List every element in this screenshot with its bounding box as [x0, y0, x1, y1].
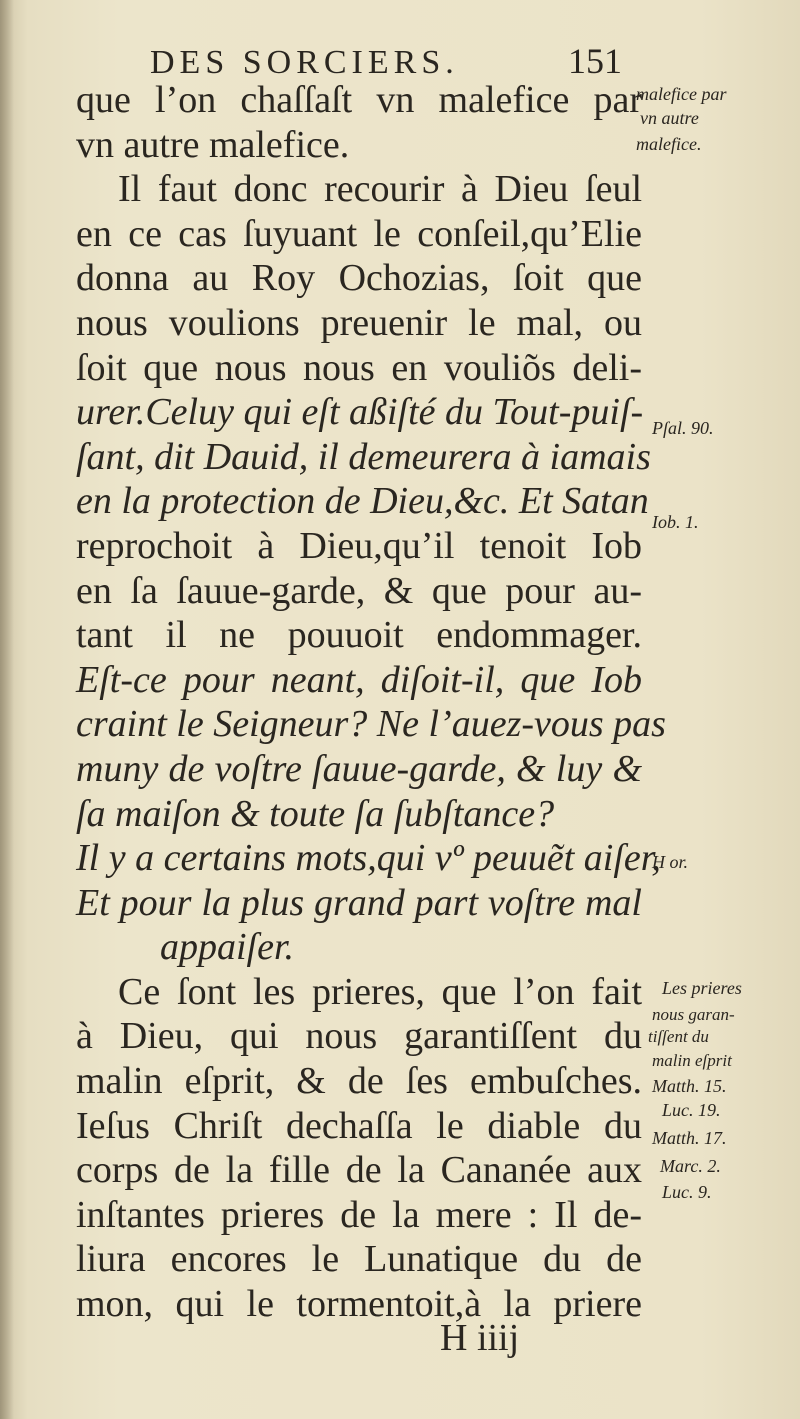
signature-mark: H iiij — [440, 1317, 520, 1359]
text-line: inſtantes prieres de la mere : Il de- — [76, 1193, 642, 1236]
text-line: vn autre malefice. — [76, 123, 350, 166]
margin-note: tiſſent du — [648, 1027, 709, 1046]
text-line: liura encores le Lunatique du de — [76, 1238, 642, 1281]
margin-note: vn autre — [640, 108, 699, 128]
text-line: tant il ne pouuoit endommager. — [76, 614, 642, 657]
text-line: muny de voſtre ſauue-garde, & luy & — [76, 747, 642, 790]
text-line: que l’on chaſſaſt vn malefice par — [76, 79, 642, 121]
verse-line: appaiſer. — [160, 926, 295, 969]
text-line: en ce cas ſuyuant le conſeil,qu’Elie — [76, 212, 642, 255]
margin-note: Luc. 9. — [662, 1182, 712, 1202]
running-title: DES SORCIERS. — [150, 44, 459, 81]
text-line: mon, qui le tormentoit,à la priere — [76, 1283, 642, 1326]
text-line: reprochoit à Dieu,qu’il tenoit Iob — [76, 524, 642, 567]
gutter-shadow — [0, 0, 14, 1419]
verse-line: Il y a certains mots,qui vº peuuẽt aiſer, — [76, 837, 661, 880]
margin-note: malefice. — [636, 134, 702, 154]
margin-note: Pſal. 90. — [652, 418, 714, 438]
margin-note: malin eſprit — [652, 1051, 732, 1070]
text-line: nous voulions preuenir le mal, ou — [76, 301, 642, 344]
text-line: Il faut donc recourir à Dieu ſeul — [118, 168, 642, 211]
margin-note: Marc. 2. — [660, 1156, 721, 1176]
margin-note: Luc. 19. — [662, 1100, 721, 1120]
margin-note: H or. — [652, 852, 689, 872]
text-line: Ce ſont les prieres, que l’on fait — [118, 970, 642, 1013]
margin-note: nous garan- — [652, 1005, 735, 1024]
text-line: Eſt-ce pour neant, diſoit-il, que Iob — [76, 658, 642, 701]
verse-line: Et pour la plus grand part voſtre mal — [76, 881, 642, 924]
text-line: ſant, dit Dauid, il demeurera à iamais — [76, 435, 651, 478]
body-text — [76, 78, 666, 1327]
margin-note: Iob. 1. — [652, 512, 699, 532]
text-line: urer.Celuy qui eſt aßiſté du Tout-puiſ- — [76, 391, 644, 434]
text-line: en la protection de Dieu,&c. Et Satan — [76, 480, 649, 523]
text-line: en ſa ſauue-garde, & que pour au- — [76, 569, 642, 612]
text-line: Ieſus Chriſt dechaſſa le diable du — [76, 1104, 642, 1147]
text-line: à Dieu, qui nous garantiſſent du — [76, 1015, 642, 1058]
text-line: malin eſprit, & de ſes embuſches. — [76, 1060, 642, 1103]
text-line: corps de la fille de la Cananée aux — [76, 1149, 642, 1192]
text-line: donna au Roy Ochozias, ſoit que — [76, 257, 642, 300]
margin-note: Les prieres — [662, 978, 742, 998]
text-line: ſa maiſon & toute ſa ſubſtance? — [76, 792, 555, 835]
page-number: 151 — [568, 41, 622, 81]
margin-note: Matth. 17. — [652, 1128, 727, 1148]
text-line: ſoit que nous nous en vouliõs deli- — [76, 346, 642, 389]
margin-note: malefice par — [636, 84, 727, 104]
text-line: craint le Seigneur? Ne l’auez-vous pas — [76, 703, 666, 746]
margin-note: Matth. 15. — [652, 1076, 727, 1096]
